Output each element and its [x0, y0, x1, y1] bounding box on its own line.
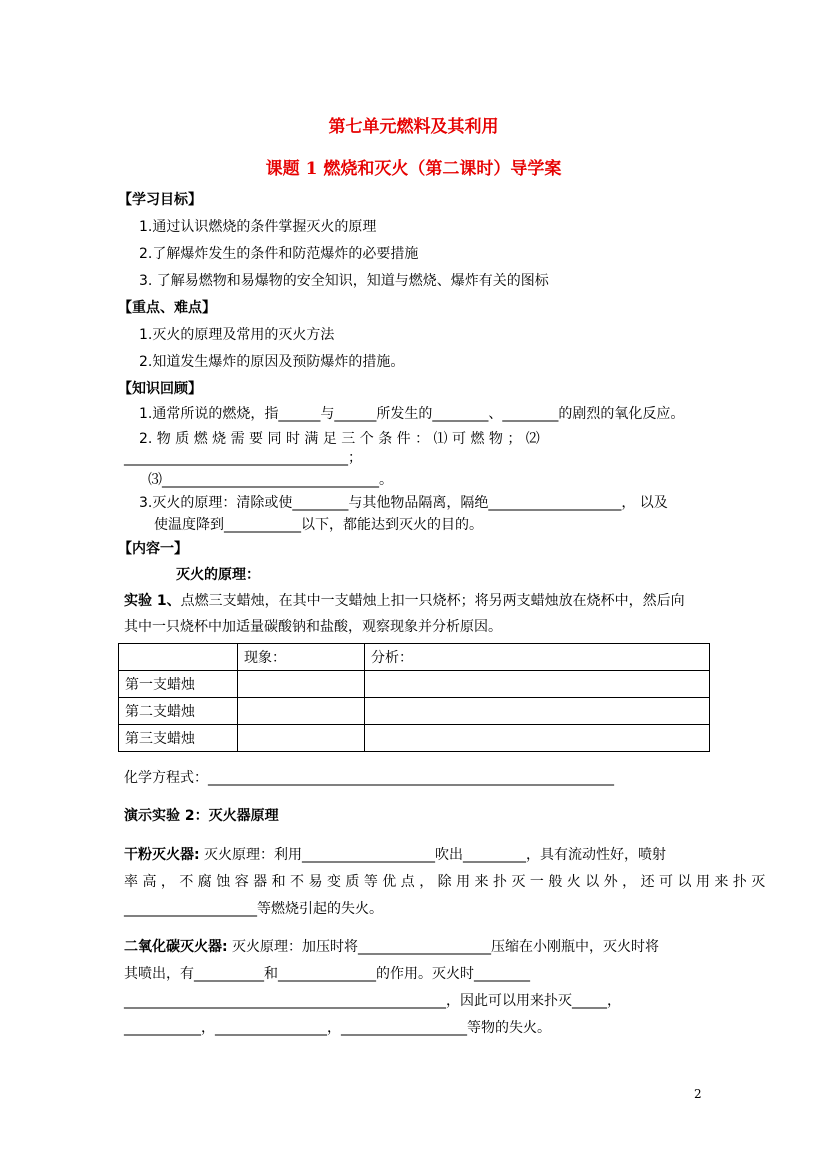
- review-heading: 【知识回顾】: [118, 381, 202, 397]
- observation-table: [118, 643, 710, 752]
- analysis-cell[interactable]: [365, 671, 710, 698]
- table-row: [119, 671, 710, 698]
- document-subtitle: 课题 1 燃烧和灭火（第二课时）导学案: [265, 159, 562, 179]
- review-question-2: 2. 物 质 燃 烧 需 要 同 时 满 足 三 个 条 件 ： ⑴ 可 燃 物 ； ⑵: [139, 431, 540, 447]
- key-point-item: 2.知道发生爆炸的原因及预防爆炸的措施。: [139, 354, 405, 370]
- table-row: [119, 725, 710, 752]
- analysis-cell[interactable]: [365, 698, 710, 725]
- document-title: 第七单元燃料及其利用: [328, 117, 499, 137]
- key-point-item: 1.灭火的原理及常用的灭火方法: [139, 327, 335, 343]
- experiment-1-label: 实验 1、: [124, 593, 181, 609]
- co2-text-cont: 其喷出，有__________和______________的作用。灭火时________: [124, 966, 530, 982]
- table-header-cell: [119, 644, 238, 671]
- table-row: [119, 698, 710, 725]
- review-question-3: 3.灭火的原理：清除或使________与其他物品隔离，隔绝___________________， 以及: [139, 495, 668, 511]
- objectives-heading: 【学习目标】: [118, 192, 202, 208]
- content1-heading: 【内容一】: [118, 541, 188, 557]
- chemical-equation: 化学方程式：__________________________________________________________: [124, 770, 614, 786]
- objective-item: 3. 了解易燃物和易爆物的安全知识，知道与燃烧、爆炸有关的图标: [139, 273, 549, 289]
- co2-text-cont: ___________，________________，__________________等物的失火。: [124, 1020, 551, 1036]
- experiment-1-text: [124, 592, 685, 610]
- page-number: 2: [694, 1087, 702, 1101]
- table-header-cell: 分析：: [365, 644, 710, 671]
- experiment-1-description: 点燃三支蜡烛，在其中一支蜡烛上扣一只烧杯；将另两支蜡烛放在烧杯中，然后向: [180, 593, 685, 609]
- objective-item: 1.通过认识燃烧的条件掌握灭火的原理: [139, 219, 377, 235]
- key-points-heading: 【重点、难点】: [118, 300, 216, 316]
- observation-cell[interactable]: [238, 698, 365, 725]
- table-row-label: 第一支蜡烛: [119, 671, 238, 698]
- observation-cell[interactable]: [238, 725, 365, 752]
- demo-2-heading: 演示实验 2：灭火器原理: [124, 808, 279, 824]
- review-question-1: 1.通常所说的燃烧，指______与______所发生的________、________的剧烈的氧化反应。: [139, 406, 685, 422]
- co2-text: 灭火原理：加压时将___________________压缩在小刚瓶中，灭火时将: [227, 939, 660, 955]
- observation-cell[interactable]: [238, 671, 365, 698]
- review-question-3-cont: 使温度降到___________以下，都能达到灭火的目的。: [154, 517, 483, 533]
- table-row-label: 第三支蜡烛: [119, 725, 238, 752]
- co2-label: 二氧化碳灭火器:: [124, 939, 228, 955]
- objective-item: 2.了解爆炸发生的条件和防范爆炸的必要措施: [139, 246, 419, 262]
- dry-powder-label: 干粉灭火器:: [124, 847, 200, 863]
- dry-powder-text-cont: 率 高 ， 不 腐 蚀 容 器 和 不 易 变 质 等 优 点 ， 除 用 来 扑 灭 一 般 火 以 外 ， 还 可 以 用 来 扑 灭: [124, 874, 766, 890]
- analysis-cell[interactable]: [365, 725, 710, 752]
- co2-paragraph: [124, 938, 659, 956]
- review-question-2-blank: ⑶_______________________________。: [148, 472, 393, 488]
- content1-subheading: 灭火的原理：: [176, 567, 260, 583]
- table-row-label: 第二支蜡烛: [119, 698, 238, 725]
- experiment-1-text-cont: 其中一只烧杯中加适量碳酸钠和盐酸，观察现象并分析原因。: [124, 619, 502, 635]
- table-header-cell: 现象：: [238, 644, 365, 671]
- dry-powder-text: 灭火原理：利用___________________吹出_________，具有流动性好，喷射: [199, 847, 667, 863]
- co2-text-cont: ______________________________________________，因此可以用来扑灭_____，: [124, 993, 621, 1009]
- dry-powder-text-cont: ___________________等燃烧引起的失火。: [124, 901, 383, 917]
- review-question-2-blank: ________________________________；: [124, 450, 362, 466]
- dry-powder-paragraph: [124, 846, 666, 864]
- table-header-row: [119, 644, 710, 671]
